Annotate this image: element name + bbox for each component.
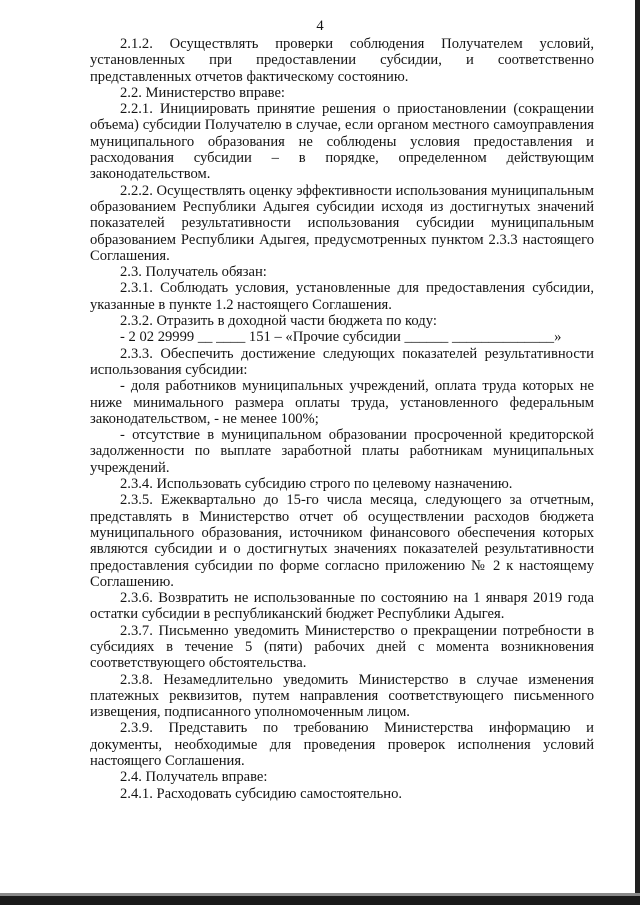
- clause-2-4-1: 2.4.1. Расходовать субсидию самостоятельно.: [120, 785, 403, 802]
- clause-2-3-7: 2.3.7. Письменно уведомить Министерство о прекращении потребности в субсидиях в течение 5 (пяти) рабочих дней с момента возникновения соответствующего обстоятельства.: [90, 622, 594, 672]
- clause-2-3-4: 2.3.4. Использовать субсидию строго по целевому назначению.: [120, 476, 513, 493]
- indicator-no-arrears: - отсутствие в муниципальном образовании просроченной кредиторской задолженности по выплате заработной платы работникам муниципальных учреждений.: [90, 427, 594, 476]
- indicator-wage-share: - доля работников муниципальных учреждений, оплата труда которых не ниже минимального размера оплаты труда, установленного федеральным законодательством, - не менее 100%;: [90, 378, 594, 427]
- clause-2-3-3: 2.3.3. Обеспечить достижение следующих показателей результативности использования субсидии:: [90, 345, 594, 378]
- clause-2-3-5: 2.3.5. Ежеквартально до 15-го числа месяца, следующего за отчетным, представлять в Министерство отчет об осуществлении расходов бюджета муниципального образования, источником финансового обеспечения которых являются субсидии и о достигнутых значениях показателей результативности предоставления субсидии по форме согласно приложению № 2 к настоящему Соглашению.: [90, 492, 594, 590]
- section-2-4-heading: 2.4. Получатель вправе:: [120, 769, 268, 786]
- clause-2-2-2: 2.2.2. Осуществлять оценку эффективности использования муниципальным образованием Республики Адыгея субсидии исходя из достигнутых значений показателей результативности использования субсидии муниципальным образованием Республики Адыгея, предусмотренных пунктом 2.3.3 настоящего Соглашения.: [90, 182, 594, 264]
- clause-2-3-2: 2.3.2. Отразить в доходной части бюджета по коду:: [120, 313, 437, 330]
- scan-edge-right: [635, 0, 640, 905]
- clause-2-3-9: 2.3.9. Представить по требованию Министерства информацию и документы, необходимые для проведения проверок исполнения условий настоящего Соглашения.: [90, 720, 594, 770]
- clause-2-3-1: 2.3.1. Соблюдать условия, установленные для предоставления субсидии, указанные в пункте 1.2 настоящего Соглашения.: [90, 280, 594, 313]
- document-body: [90, 36, 594, 802]
- budget-code-line: - 2 02 29999 __ ____ 151 – «Прочие субсидии ______ ______________»: [120, 329, 562, 346]
- page-number: 4: [316, 18, 324, 34]
- clause-2-3-8: 2.3.8. Незамедлительно уведомить Министерство в случае изменения платежных реквизитов, путем направления соответствующего письменного извещения, подписанного уполномоченным лицом.: [90, 671, 594, 721]
- section-2-3-heading: 2.3. Получатель обязан:: [120, 264, 267, 281]
- scan-edge-bottom: [0, 896, 640, 905]
- clause-2-1-2: 2.1.2. Осуществлять проверки соблюдения Получателем условий, установленных при предоставлении субсидии, и соответственно представленных отчетов фактическому состоянию.: [90, 36, 594, 85]
- clause-2-2-1: 2.2.1. Инициировать принятие решения о приостановлении (сокращении объема) субсидии Получателю в случае, если органом местного самоуправления муниципального образования не соблюдены условия предоставления и расходования субсидии – в порядке, определенном действующим законодательством.: [90, 101, 594, 183]
- section-2-2-heading: 2.2. Министерство вправе:: [120, 84, 285, 101]
- clause-2-3-6: 2.3.6. Возвратить не использованные по состоянию на 1 января 2019 года остатки субсидии в республиканский бюджет Республики Адыгея.: [90, 590, 594, 623]
